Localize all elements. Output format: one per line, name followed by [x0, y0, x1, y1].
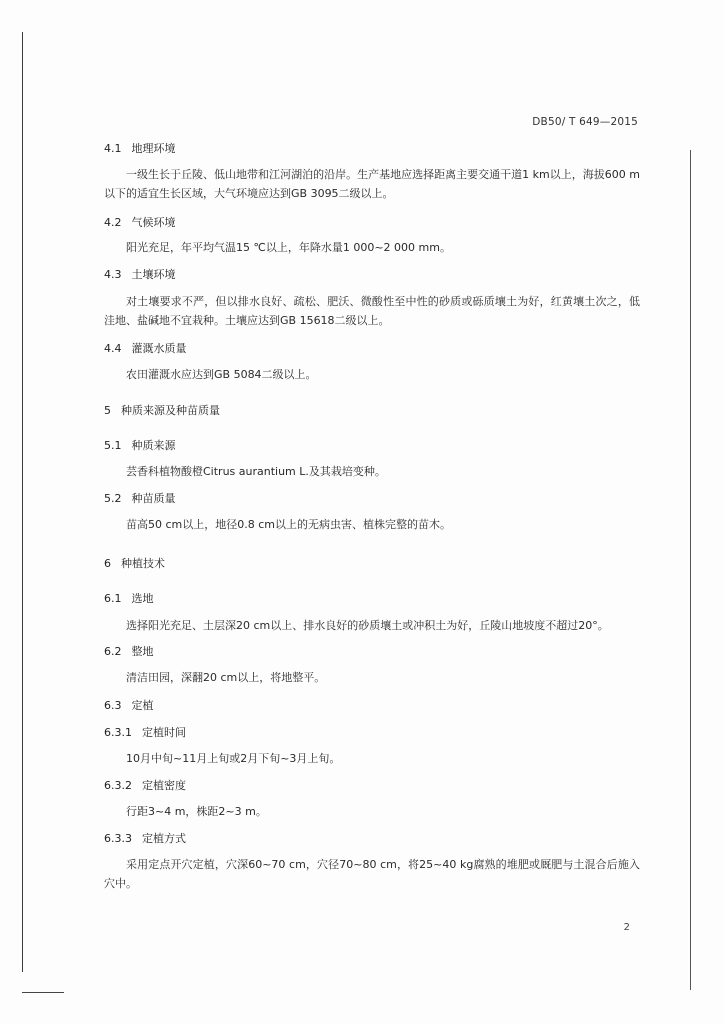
section-number: 6.3.2 — [104, 779, 132, 792]
section-title: 种苗质量 — [131, 492, 176, 505]
section-text-4-2: 阳光充足，年平均气温15 ℃以上，年降水量1 000~2 000 mm。 — [126, 241, 451, 254]
section-number: 5.1 — [104, 439, 122, 452]
section-heading-6-3 — [104, 697, 154, 713]
section-heading-6-3-2 — [104, 777, 186, 793]
section-text-4-1: 一级生长于丘陵、低山地带和江河湖泊的沿岸。生产基地应选择距离主要交通干道1 km以上，海拔600 m以下的适宜生长区域，大气环境应达到GB 3095二级以上。 — [104, 168, 640, 200]
section-title: 气候环境 — [131, 216, 176, 229]
section-text-5-1: 芸香科植物酸橙Citrus aurantium L.及其栽培变种。 — [126, 465, 386, 478]
section-title: 土壤环境 — [131, 268, 176, 281]
page-number: 2 — [623, 922, 630, 933]
section-heading-4-1 — [104, 140, 176, 156]
scan-edge-bottom — [22, 992, 64, 993]
section-heading-6-2 — [104, 643, 154, 659]
section-title: 种质来源 — [131, 439, 176, 452]
section-heading-6-1 — [104, 590, 154, 606]
section-number: 6.2 — [104, 645, 122, 658]
section-title: 地理环境 — [131, 142, 176, 155]
section-number: 6.3.3 — [104, 832, 132, 845]
section-number: 4.3 — [104, 268, 122, 281]
section-number: 6.1 — [104, 592, 122, 605]
section-number: 6.3 — [104, 699, 122, 712]
section-text-4-4: 农田灌溉水应达到GB 5084二级以上。 — [126, 368, 317, 381]
section-text-6-3-3: 采用定点开穴定植，穴深60~70 cm，穴径70~80 cm，将25~40 kg腐熟的堆肥或厩肥与土混合后施入穴中。 — [104, 858, 640, 890]
section-title: 定植 — [131, 699, 154, 712]
section-title: 整地 — [131, 645, 154, 658]
scan-edge-left — [22, 32, 23, 972]
section-heading-6-3-3 — [104, 830, 186, 846]
section-heading-5 — [104, 402, 220, 418]
section-title: 选地 — [131, 592, 154, 605]
section-heading-6 — [104, 555, 165, 571]
section-title: 定植方式 — [142, 832, 186, 845]
section-heading-4-4 — [104, 340, 187, 356]
section-text-4-3: 对土壤要求不严，但以排水良好、疏松、肥沃、微酸性至中性的砂质或砾质壤土为好，红黄壤土次之，低洼地、盐碱地不宜栽种。土壤应达到GB 15618二级以上。 — [104, 295, 640, 327]
section-heading-4-2 — [104, 214, 176, 230]
section-text-6-3-2: 行距3~4 m，株距2~3 m。 — [126, 805, 267, 818]
section-title: 灌溉水质量 — [131, 342, 187, 355]
section-text-6-1: 选择阳光充足、土层深20 cm以上、排水良好的砂质壤土或冲积土为好，丘陵山地坡度不超过20°。 — [126, 619, 609, 632]
section-text-6-3-1: 10月中旬~11月上旬或2月下旬~3月上旬。 — [126, 752, 341, 765]
section-number: 5 — [104, 404, 111, 417]
section-heading-5-1 — [104, 437, 176, 453]
section-number: 4.2 — [104, 216, 122, 229]
section-title: 定植密度 — [142, 779, 186, 792]
section-text-6-2: 清洁田园，深翻20 cm以上，将地整平。 — [126, 671, 326, 684]
section-text-5-2: 苗高50 cm以上，地径0.8 cm以上的无病虫害、植株完整的苗木。 — [126, 518, 452, 531]
section-title: 定植时间 — [142, 726, 186, 739]
section-number: 6 — [104, 557, 111, 570]
section-heading-6-3-1 — [104, 724, 186, 740]
section-heading-5-2 — [104, 490, 176, 506]
section-number: 4.4 — [104, 342, 122, 355]
section-title: 种质来源及种苗质量 — [121, 404, 220, 417]
section-number: 6.3.1 — [104, 726, 132, 739]
scan-edge-right — [690, 150, 691, 990]
section-title: 种植技术 — [121, 557, 165, 570]
section-heading-4-3 — [104, 266, 176, 282]
section-number: 4.1 — [104, 142, 122, 155]
document-code: DB50/ T 649—2015 — [532, 116, 638, 128]
section-number: 5.2 — [104, 492, 122, 505]
